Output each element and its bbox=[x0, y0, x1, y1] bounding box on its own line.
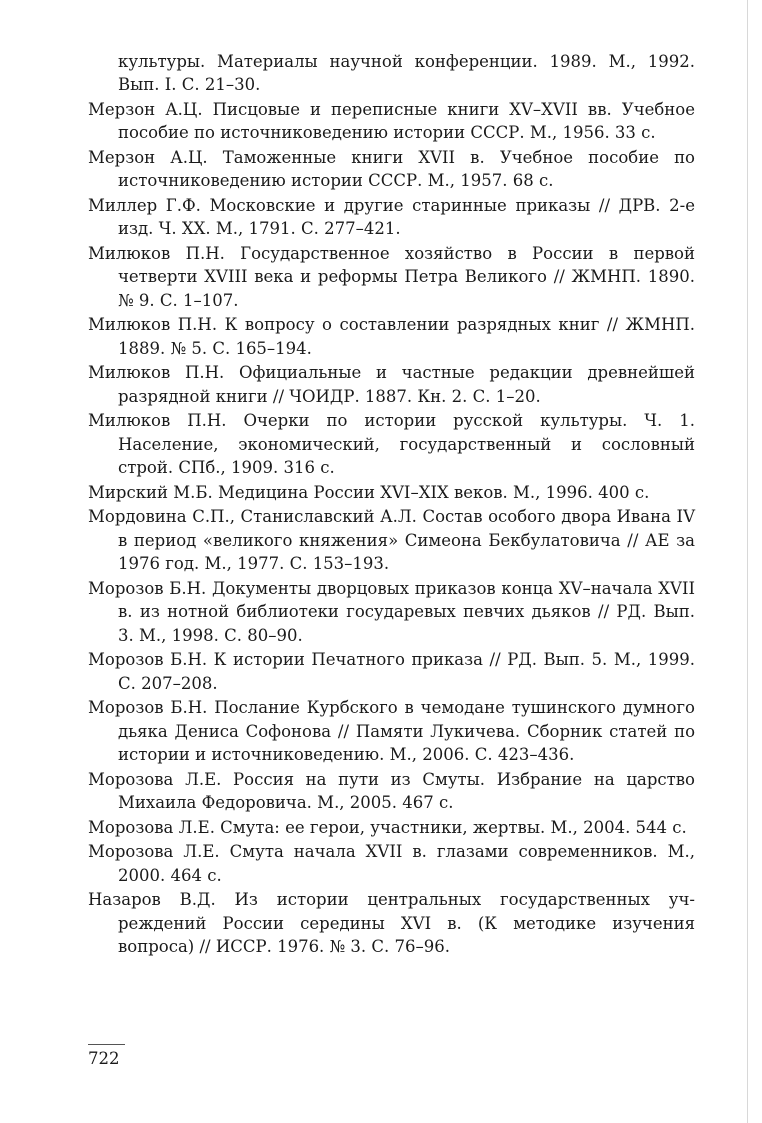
bibliography-entry: Морозова Л.Е. Смута начала XVII в. глазами современников. М., 2000. 464 с. bbox=[88, 842, 695, 885]
bibliography-entry: Милюков П.Н. К вопросу о составлении разрядных книг // ЖМНП. 1889. № 5. С. 165–194. bbox=[88, 315, 695, 358]
bibliography-entry: Мордовина С.П., Станиславский А.Л. Состав особого двора Ивана IV в период «великого княжения» Симеона Бекбулатовича // АЕ за 1976 год. М., 1977. С. 153–193. bbox=[88, 507, 695, 574]
bibliography-entry: Морозова Л.Е. Россия на пути из Смуты. Избрание на царство Михаила Федоровича. М., 2005. 467 с. bbox=[88, 769, 695, 813]
bibliography-entry-continued: культуры. Материалы научной конференции. 1989. М., 1992. Вып. I. С. 21–30. bbox=[118, 52, 695, 95]
bibliography-entry: Милюков П.Н. Очерки по истории русской культуры. Ч. 1. Население, экономический, государственный и сословный строй. СПб., 1909. 316 с. bbox=[88, 411, 695, 478]
footer-rule bbox=[88, 1044, 125, 1045]
bibliography-entry: Милюков П.Н. Официальные и частные редакции древнейшей разрядной книги // ЧОИДР. 1887. Кн. 2. С. 1–20. bbox=[88, 363, 695, 406]
bibliography-list bbox=[88, 50, 695, 960]
page-number: 722 bbox=[88, 1049, 120, 1068]
page-edge-line bbox=[747, 0, 748, 1123]
bibliography-entry: Мерзон А.Ц. Писцовые и переписные книги XV–XVII вв. Учебное пособие по источниковедению истории СССР. М., 1956. 33 с. bbox=[88, 100, 695, 143]
bibliography-entry: Милюков П.Н. Государственное хозяйство в России в первой четверти XVIII века и реформы Петра Великого // ЖМНП. 1890. № 9. С. 1–107. bbox=[88, 244, 695, 310]
bibliography-entry: Морозов Б.Н. Документы дворцовых приказов конца XV–начала XVII в. из нотной библиотеки государевых певчих дьяков // РД. Вып. 3. М., 1998. С. 80–90. bbox=[88, 578, 695, 645]
bibliography-entry: Морозов Б.Н. К истории Печатного приказа // РД. Вып. 5. М., 1999. С. 207–208. bbox=[88, 650, 695, 693]
bibliography-entry: Мерзон А.Ц. Таможенные книги XVII в. Учебное пособие по источниковедению истории СССР. М., 1957. 68 с. bbox=[88, 148, 695, 191]
bibliography-entry: Назаров В.Д. Из истории центральных государственных учреждений России середины XVI в. (К методике изучения вопроса) // ИССР. 1976. № 3. С. 76–96. bbox=[88, 890, 695, 957]
bibliography-entry: Миллер Г.Ф. Московские и другие старинные приказы // ДРВ. 2-е изд. Ч. XX. М., 1791. С. 277–421. bbox=[88, 196, 695, 239]
bibliography-entry: Морозова Л.Е. Смута: ее герои, участники, жертвы. М., 2004. 544 с. bbox=[88, 817, 687, 837]
bibliography-entry: Морозов Б.Н. Послание Курбского в чемодане тушинского думного дьяка Дениса Софонова // Памяти Лукичева. Сборник статей по истории и источниковедению. М., 2006. С. 423–436. bbox=[88, 698, 695, 765]
bibliography-entry: Мирский М.Б. Медицина России XVI–XIX веков. М., 1996. 400 с. bbox=[88, 482, 650, 502]
